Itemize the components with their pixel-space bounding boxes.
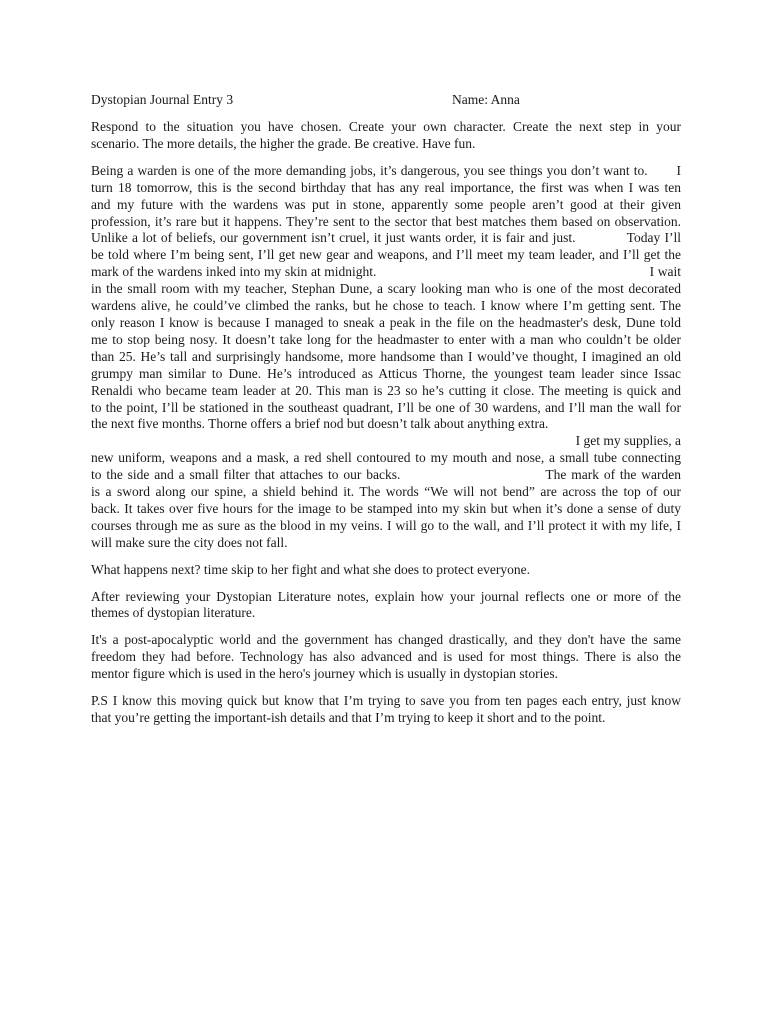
text-line: Unlike a lot of beliefs, our government isn’t cruel, it just wants order, it is fair and just. Today I’ll — [91, 230, 681, 246]
text-line: to the side and a small filter that attaches to our backs. The mark of the warden — [91, 467, 681, 483]
postscript — [91, 693, 681, 727]
text-line: than 25. He’s tall and surprisingly handsome, more handsome than I would’ve thought, I imagined an old — [91, 348, 681, 364]
text-line: back. It takes over five hours for the image to be stamped into my skin but when it’s done a sense of duty — [91, 500, 681, 516]
text-line: courses through me as sure as the blood in my veins. I will go to the wall, and I’ll protect it with my life, I — [91, 517, 681, 533]
text-line: Being a warden is one of the more demanding jobs, it’s dangerous, you see things you don’t want to. I — [91, 162, 681, 178]
document-title: Dystopian Journal Entry 3 — [91, 92, 234, 107]
text-line: new uniform, weapons and a mask, a red shell contoured to my mouth and nose, a small tube connecting — [91, 450, 681, 466]
text-line: will make sure the city does not fall. — [91, 534, 288, 550]
text-line: P.S I know this moving quick but know that I’m trying to save you from ten pages each entry, just know — [91, 693, 681, 709]
text-line: be told where I’m being sent, I’ll get new gear and weapons, and I’ll meet my team leader, and I’ll get the — [91, 247, 681, 263]
text-line: scenario. The more details, the higher the grade. Be creative. Have fun. — [91, 135, 476, 151]
text-line: grumpy man similar to Dune. He’s introduced as Atticus Thorne, the youngest team leader since Issac — [91, 365, 681, 381]
text-line: that you’re getting the important-ish details and that I’m trying to keep it short and to the point. — [91, 710, 606, 725]
document-header — [91, 92, 681, 109]
text-line: mark of the wardens inked into my skin at midnight. I wait — [91, 264, 681, 280]
text-line: After reviewing your Dystopian Literature notes, explain how your journal reflects one or more of the — [91, 588, 681, 604]
reflection-prompt — [91, 589, 681, 623]
text-line: to the point, I’ll be stationed in the southeast quadrant, I’ll be one of 30 wardens, and I’ll man the wall for — [91, 399, 681, 415]
journal-story — [91, 163, 681, 552]
text-line: is a sword along our spine, a shield behind it. The words “We will not bend” are across the top of our — [91, 484, 681, 500]
text-line: only reason I know is because I managed to sneak a peak in the file on the headmaster's desk, Dune told — [91, 314, 681, 330]
text-line: themes of dystopian literature. — [91, 605, 256, 621]
text-line: the next five months. Thorne offers a brief nod but doesn’t talk about anything extra. — [91, 416, 549, 432]
text-line: turn 18 tomorrow, this is the second birthday that has any real importance, the first was when I was ten — [91, 179, 681, 195]
text-line: profession, it’s rare but it happens. They’re sent to the sector that best matches them based on observation. — [91, 213, 681, 229]
student-name: Name: Anna — [452, 92, 520, 107]
text-line: and my future with the wardens was put in stone, apparently some people aren’t good at their given — [91, 196, 681, 212]
text-line: mentor figure which is used in the hero's journey which is usually in dystopian stories. — [91, 666, 558, 682]
text-line: I get my supplies, a — [163, 433, 681, 449]
text-line: wardens alive, he could’ve climbed the ranks, but he chose to teach. I know where I’m getting sent. The — [91, 298, 681, 314]
document-page — [91, 92, 681, 737]
text-line: in the small room with my teacher, Stephan Dune, a scary looking man who is one of the most decorated — [91, 281, 681, 297]
text-line: Renaldi who became team leader at 20. This man is 23 so he’s cutting it close. The meeting is quick and — [91, 382, 681, 398]
text-line: me to stop being nosy. It doesn’t take long for the headmaster to enter with a man who couldn’t be older — [91, 331, 681, 347]
text-line: freedom they had before. Technology has also advanced and is used for most things. There is also the — [91, 649, 681, 665]
reflection-answer — [91, 632, 681, 683]
assignment-prompt — [91, 119, 681, 153]
next-prompt: What happens next? time skip to her fight and what she does to protect everyone. — [91, 561, 530, 577]
text-line: It's a post-apocalyptic world and the government has changed drastically, and they don't have the same — [91, 632, 681, 648]
text-line: Respond to the situation you have chosen. Create your own character. Create the next step in your — [91, 119, 681, 134]
